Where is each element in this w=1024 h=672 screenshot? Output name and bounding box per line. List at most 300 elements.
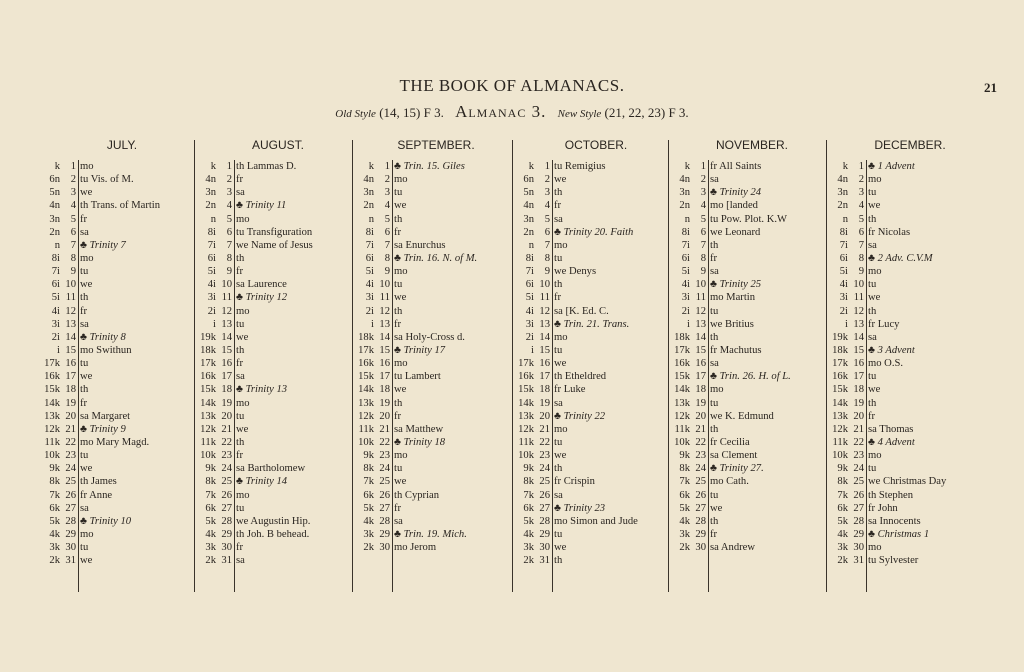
day-number: 29 xyxy=(65,528,76,540)
golden-number: 2n xyxy=(49,226,60,238)
day-number: 3 xyxy=(384,187,390,199)
day-row xyxy=(516,423,672,436)
golden-number: 12k xyxy=(44,423,60,435)
day-entry: tu Lambert xyxy=(394,371,441,383)
day-number: 6 xyxy=(384,226,390,238)
month-column xyxy=(356,160,512,554)
day-entry: ♣ Trin. 26. H. of L. xyxy=(710,371,791,383)
day-row xyxy=(672,173,828,186)
golden-number: 3k xyxy=(679,528,690,540)
day-number: 29 xyxy=(853,528,864,540)
day-entry: sa xyxy=(868,331,877,343)
day-entry: we xyxy=(554,174,567,186)
day-row xyxy=(356,213,512,226)
day-row xyxy=(672,291,828,304)
almanac-label: Almanac 3. xyxy=(455,102,547,121)
day-entry: tu xyxy=(554,344,563,356)
day-entry: ♣ Trinity 11 xyxy=(236,200,287,212)
day-entry: we xyxy=(80,555,93,567)
day-row xyxy=(42,370,198,383)
golden-number: 12k xyxy=(200,423,216,435)
day-row xyxy=(672,252,828,265)
day-entry: ♣ Trinity 27. xyxy=(710,463,764,475)
day-entry: we xyxy=(868,384,881,396)
golden-number: 14k xyxy=(44,397,60,409)
day-entry: ♣ Trin. 15. Giles xyxy=(394,161,465,172)
golden-number: k xyxy=(368,161,374,172)
golden-number: 4k xyxy=(523,528,534,540)
day-entry: fr xyxy=(80,397,88,409)
day-row xyxy=(356,344,512,357)
day-entry: mo xyxy=(554,423,568,435)
day-row xyxy=(830,462,986,475)
day-row xyxy=(356,252,512,265)
day-row xyxy=(516,449,672,462)
golden-number: 8i xyxy=(525,252,534,264)
day-number: 4 xyxy=(70,200,76,212)
day-number: 4 xyxy=(544,200,550,212)
golden-number: 17k xyxy=(674,344,690,356)
golden-number: 8k xyxy=(679,463,690,475)
day-entry: ♣ Trinity 24 xyxy=(710,187,762,199)
day-row xyxy=(42,554,198,567)
day-number: 5 xyxy=(226,213,232,225)
day-number: 26 xyxy=(853,489,864,501)
day-entry: sa Margaret xyxy=(80,410,131,422)
golden-number: 14k xyxy=(674,384,690,396)
day-row xyxy=(516,344,672,357)
day-entry: mo xyxy=(80,528,94,540)
golden-number: 15k xyxy=(518,384,534,396)
day-number: 23 xyxy=(853,450,864,462)
day-number: 3 xyxy=(226,187,232,199)
golden-number: 6i xyxy=(51,279,60,291)
day-row xyxy=(42,265,198,278)
golden-number: 7k xyxy=(49,489,60,501)
day-entry: th xyxy=(394,305,403,317)
golden-number: 4k xyxy=(837,528,848,540)
golden-number: 8i xyxy=(207,226,216,238)
day-entry: fr Cecilia xyxy=(710,436,750,448)
day-number: 10 xyxy=(379,279,390,291)
day-entry: mo xyxy=(394,450,408,462)
day-entry: tu xyxy=(710,489,719,501)
day-number: 6 xyxy=(700,226,706,238)
golden-number: 14k xyxy=(200,397,216,409)
day-row xyxy=(198,515,354,528)
day-row xyxy=(830,199,986,212)
day-row xyxy=(42,357,198,370)
day-row xyxy=(516,436,672,449)
day-number: 18 xyxy=(221,384,232,396)
golden-number: 16k xyxy=(44,371,60,383)
day-entry: sa xyxy=(710,358,719,370)
day-number: 26 xyxy=(539,489,550,501)
day-entry: fr Nicolas xyxy=(868,226,911,238)
day-row xyxy=(516,160,672,173)
day-row xyxy=(830,278,986,291)
day-number: 22 xyxy=(539,436,550,448)
day-row xyxy=(42,344,198,357)
golden-number: 3k xyxy=(205,542,216,554)
day-number: 23 xyxy=(221,450,232,462)
day-entry: we xyxy=(236,423,249,435)
day-entry: ♣ 1 Advent xyxy=(868,161,915,172)
day-number: 7 xyxy=(544,239,550,251)
day-number: 21 xyxy=(695,423,706,435)
day-row xyxy=(516,331,672,344)
golden-number: 5k xyxy=(837,515,848,527)
day-number: 15 xyxy=(221,344,232,356)
day-entry: mo xyxy=(236,305,250,317)
day-number: 6 xyxy=(858,226,864,238)
day-row xyxy=(830,436,986,449)
day-number: 14 xyxy=(853,331,864,343)
day-entry: mo O.S. xyxy=(868,358,904,370)
day-number: 21 xyxy=(539,423,550,435)
month-heading: DECEMBER. xyxy=(874,138,946,152)
day-entry: th xyxy=(80,292,89,304)
day-row xyxy=(356,318,512,331)
day-entry: sa xyxy=(236,371,245,383)
day-number: 25 xyxy=(65,476,76,488)
day-row xyxy=(356,370,512,383)
day-row xyxy=(198,370,354,383)
golden-number: 13k xyxy=(358,397,374,409)
golden-number: 3i xyxy=(365,292,374,304)
golden-number: i xyxy=(531,344,534,356)
golden-number: 7k xyxy=(679,476,690,488)
day-number: 3 xyxy=(700,187,706,199)
month-heading: OCTOBER. xyxy=(564,138,628,152)
day-number: 22 xyxy=(221,436,232,448)
day-number: 14 xyxy=(221,331,232,343)
golden-number: 7k xyxy=(523,489,534,501)
day-number: 30 xyxy=(853,542,864,554)
day-number: 21 xyxy=(379,423,390,435)
day-entry: sa xyxy=(710,266,719,278)
day-entry: ♣ 3 Advent xyxy=(868,344,915,356)
day-row xyxy=(42,410,198,423)
day-entry: sa Bartholomew xyxy=(236,463,306,475)
golden-number: i xyxy=(57,344,60,356)
day-number: 4 xyxy=(700,200,706,212)
day-number: 16 xyxy=(695,358,706,370)
day-number: 16 xyxy=(221,358,232,370)
day-entry: fr Luke xyxy=(554,384,586,396)
golden-number: 17k xyxy=(358,344,374,356)
day-entry: fr xyxy=(394,318,402,330)
day-row xyxy=(356,291,512,304)
month-heading: AUGUST. xyxy=(251,138,304,152)
day-row xyxy=(672,305,828,318)
day-number: 1 xyxy=(700,161,706,172)
day-row xyxy=(356,528,512,541)
day-entry: th xyxy=(554,463,563,475)
golden-number: 15k xyxy=(674,371,690,383)
day-entry: tu xyxy=(80,542,89,554)
day-number: 24 xyxy=(65,463,76,475)
day-number: 11 xyxy=(853,292,864,304)
golden-number: 3i xyxy=(525,318,534,330)
day-row xyxy=(356,462,512,475)
day-number: 7 xyxy=(226,239,232,251)
day-row xyxy=(42,436,198,449)
day-row xyxy=(42,252,198,265)
day-number: 3 xyxy=(544,187,550,199)
day-number: 5 xyxy=(858,213,864,225)
day-row xyxy=(672,265,828,278)
day-row xyxy=(198,186,354,199)
day-entry: we Britius xyxy=(710,318,754,330)
day-number: 31 xyxy=(221,555,232,567)
day-entry: sa xyxy=(710,174,719,186)
golden-number: 7i xyxy=(207,239,216,251)
day-number: 28 xyxy=(853,515,864,527)
golden-number: 2n xyxy=(679,200,690,212)
day-entry: sa [K. Ed. C. xyxy=(554,305,609,317)
golden-number: 11k xyxy=(44,436,60,448)
day-entry: ♣ Trin. 21. Trans. xyxy=(554,318,630,330)
day-number: 26 xyxy=(221,489,232,501)
day-entry: mo Simon and Jude xyxy=(554,515,638,527)
day-entry: fr xyxy=(80,213,88,225)
day-entry: we xyxy=(710,502,723,514)
golden-number: 4i xyxy=(51,305,60,317)
day-row xyxy=(672,489,828,502)
day-row xyxy=(356,173,512,186)
day-number: 27 xyxy=(695,502,706,514)
golden-number: 15k xyxy=(44,384,60,396)
golden-number: 2i xyxy=(207,305,216,317)
golden-number: 2k xyxy=(205,555,216,567)
day-row xyxy=(830,160,986,173)
day-row xyxy=(42,186,198,199)
golden-number: 2i xyxy=(681,305,690,317)
day-row xyxy=(672,541,828,554)
day-row xyxy=(830,475,986,488)
golden-number: 6k xyxy=(205,502,216,514)
day-row xyxy=(516,462,672,475)
golden-number: 14k xyxy=(518,397,534,409)
day-number: 12 xyxy=(695,305,706,317)
golden-number: 6n xyxy=(49,174,60,186)
day-row xyxy=(516,186,672,199)
day-row xyxy=(198,357,354,370)
day-entry: fr xyxy=(236,358,244,370)
golden-number: 6i xyxy=(839,252,848,264)
golden-number: 2i xyxy=(51,331,60,343)
day-row xyxy=(830,265,986,278)
day-number: 5 xyxy=(384,213,390,225)
golden-number: 4n xyxy=(205,174,216,186)
golden-number: 4k xyxy=(363,515,374,527)
day-entry: th Trans. of Martin xyxy=(80,200,161,212)
day-number: 11 xyxy=(65,292,76,304)
golden-number: k xyxy=(842,161,848,172)
golden-number: 5k xyxy=(49,515,60,527)
golden-number: 10k xyxy=(518,450,534,462)
day-number: 30 xyxy=(539,542,550,554)
day-entry: th Joh. B behead. xyxy=(236,528,310,540)
day-row xyxy=(672,423,828,436)
golden-number: k xyxy=(684,161,690,172)
new-style-values: (21, 22, 23) F 3. xyxy=(604,105,689,120)
golden-number: 17k xyxy=(44,358,60,370)
day-number: 27 xyxy=(539,502,550,514)
old-style-label: Old Style xyxy=(335,108,376,120)
day-entry: ♣ Trinity 18 xyxy=(394,436,446,448)
day-entry: mo xyxy=(80,252,94,264)
day-number: 19 xyxy=(539,397,550,409)
golden-number: 4n xyxy=(679,174,690,186)
golden-number: 7k xyxy=(837,489,848,501)
golden-number: 4n xyxy=(523,200,534,212)
day-entry: ♣ Christmas 1 xyxy=(868,528,930,540)
month-column xyxy=(516,160,672,567)
day-entry: we xyxy=(394,292,407,304)
day-entry: ♣ 4 Advent xyxy=(868,436,915,448)
day-row xyxy=(42,213,198,226)
day-number: 13 xyxy=(695,318,706,330)
golden-number: 4n xyxy=(49,200,60,212)
day-number: 2 xyxy=(384,174,390,186)
day-row xyxy=(830,383,986,396)
golden-number: 8k xyxy=(205,476,216,488)
day-entry: fr Lucy xyxy=(868,318,900,330)
day-entry: ♣ Trinity 7 xyxy=(80,239,126,251)
day-number: 28 xyxy=(539,515,550,527)
day-entry: ♣ Trinity 12 xyxy=(236,292,288,304)
day-row xyxy=(672,213,828,226)
day-entry: mo xyxy=(394,358,408,370)
day-entry: ♣ Trinity 8 xyxy=(80,331,126,343)
day-number: 11 xyxy=(379,292,390,304)
column-rule xyxy=(78,160,79,592)
golden-number: 7k xyxy=(205,489,216,501)
golden-number: 4i xyxy=(681,279,690,291)
day-number: 25 xyxy=(221,476,232,488)
day-number: 23 xyxy=(379,450,390,462)
day-entry: fr Anne xyxy=(80,489,113,501)
day-number: 30 xyxy=(379,542,390,554)
golden-number: 6i xyxy=(525,279,534,291)
day-number: 2 xyxy=(226,174,232,186)
day-entry: th Cyprian xyxy=(394,489,440,501)
golden-number: 3i xyxy=(681,292,690,304)
day-row xyxy=(516,554,672,567)
day-number: 28 xyxy=(221,515,232,527)
page-number: 21 xyxy=(984,80,997,95)
day-number: 27 xyxy=(379,502,390,514)
golden-number: 5i xyxy=(207,266,216,278)
golden-number: i xyxy=(687,318,690,330)
day-row xyxy=(830,423,986,436)
golden-number: 9k xyxy=(523,463,534,475)
day-entry: we xyxy=(554,358,567,370)
golden-number: 10k xyxy=(200,450,216,462)
new-style-label: New Style xyxy=(557,108,602,120)
day-row xyxy=(672,318,828,331)
day-row xyxy=(42,397,198,410)
golden-number: 2k xyxy=(837,555,848,567)
day-row xyxy=(356,160,512,173)
day-number: 20 xyxy=(221,410,232,422)
day-row xyxy=(198,291,354,304)
day-number: 15 xyxy=(379,344,390,356)
day-entry: sa xyxy=(80,318,89,330)
day-row xyxy=(198,475,354,488)
day-entry: th xyxy=(236,252,245,264)
golden-number: 5k xyxy=(679,502,690,514)
day-number: 31 xyxy=(853,555,864,567)
day-number: 2 xyxy=(70,174,76,186)
day-number: 30 xyxy=(221,542,232,554)
day-number: 8 xyxy=(700,252,706,264)
day-row xyxy=(830,541,986,554)
day-row xyxy=(356,475,512,488)
day-row xyxy=(198,410,354,423)
golden-number: 16k xyxy=(200,371,216,383)
day-row xyxy=(516,265,672,278)
day-entry: ♣ Trinity 17 xyxy=(394,344,446,356)
golden-number: 8i xyxy=(365,226,374,238)
day-row xyxy=(830,554,986,567)
day-row xyxy=(356,436,512,449)
golden-number: 5i xyxy=(525,292,534,304)
golden-number: 6k xyxy=(49,502,60,514)
day-number: 3 xyxy=(70,187,76,199)
day-entry: th xyxy=(554,187,563,199)
day-number: 7 xyxy=(384,239,390,251)
month-heading: SEPTEMBER. xyxy=(397,138,475,152)
day-entry: tu Vis. of M. xyxy=(80,174,134,186)
day-entry: th xyxy=(554,555,563,567)
day-row xyxy=(516,515,672,528)
day-entry: fr John xyxy=(868,502,898,514)
golden-number: 2n xyxy=(363,200,374,212)
month-column xyxy=(198,160,354,567)
day-entry: mo xyxy=(868,266,882,278)
day-number: 19 xyxy=(853,397,864,409)
day-number: 21 xyxy=(853,423,864,435)
day-row xyxy=(356,278,512,291)
month-column xyxy=(830,160,986,567)
column-rule xyxy=(866,160,867,592)
day-row xyxy=(198,278,354,291)
golden-number: 2k xyxy=(523,555,534,567)
day-number: 8 xyxy=(384,252,390,264)
golden-number: 2k xyxy=(679,542,690,554)
day-row xyxy=(42,515,198,528)
day-entry: mo xyxy=(868,450,882,462)
day-entry: we xyxy=(554,542,567,554)
golden-number: 3k xyxy=(523,542,534,554)
day-number: 30 xyxy=(695,542,706,554)
column-rule xyxy=(392,160,393,592)
day-entry: mo Martin xyxy=(710,292,756,304)
day-row xyxy=(830,528,986,541)
day-row xyxy=(42,462,198,475)
day-row xyxy=(198,554,354,567)
day-entry: tu xyxy=(236,502,245,514)
day-number: 13 xyxy=(221,318,232,330)
day-entry: we xyxy=(80,187,93,199)
day-number: 10 xyxy=(853,279,864,291)
golden-number: 13k xyxy=(832,410,848,422)
day-number: 12 xyxy=(539,305,550,317)
day-row xyxy=(672,449,828,462)
